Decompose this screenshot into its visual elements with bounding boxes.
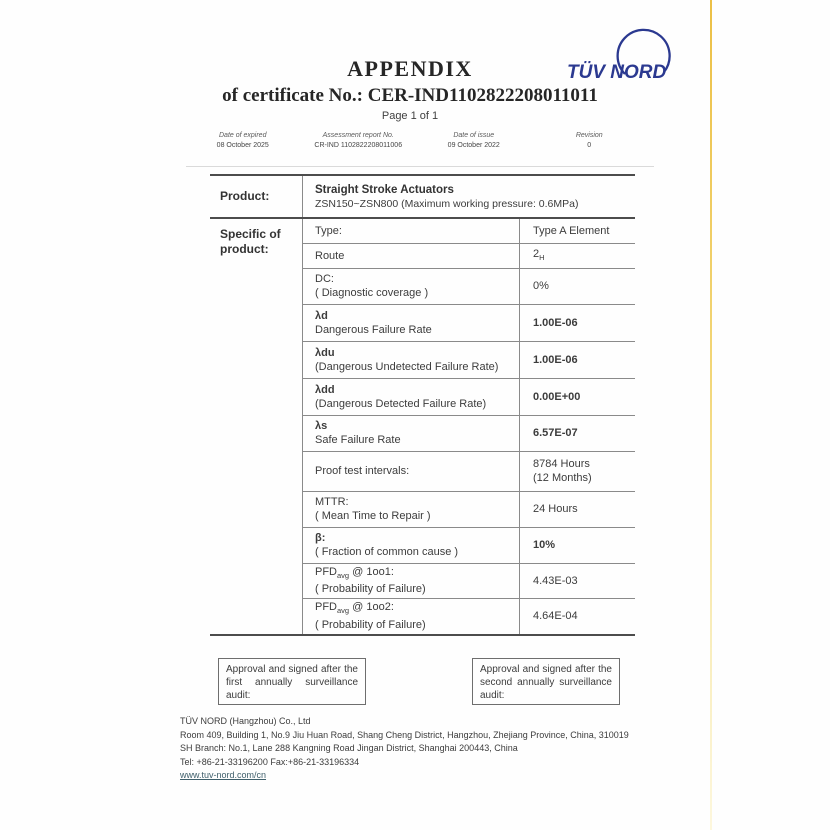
meta-label: Revision [575,132,603,139]
footer-address-line2: SH Branch: No.1, Lane 288 Kangning Road Jingan District, Shanghai 200443, China [180,743,518,753]
product-cell [303,176,635,217]
param-cell: λd Dangerous Failure Rate [315,309,432,336]
table-row-type [303,219,635,244]
value-cell: $2_H$ [519,244,635,268]
value-cell: 1.00E-06 [519,342,635,378]
page-number: Page 1 of 1 [381,110,439,122]
param-cell: Route [315,249,345,262]
footer-address-block [180,715,650,783]
table-row-pfd-1oo2 [303,599,635,634]
table-row-lambda-du [303,342,635,379]
tuv-nord-logo [563,26,683,94]
param-cell: Type: [315,224,342,237]
certificate-number: of certificate No.: CER-IND1102822208011011 [222,85,598,106]
product-table [210,174,635,636]
meta-label: Date of issue [453,132,495,139]
table-row-route [303,244,635,269]
footer-tel-fax: Tel: +86-21-33196200 Fax:+86-21-33196334 [180,756,360,767]
value-cell: 1.00E-06 [519,305,635,341]
table-row-proof-test [303,452,635,492]
param-cell: DC: ( Diagnostic coverage ) [315,273,429,299]
value-cell: 24 Hours [519,492,635,527]
value-cell: 0.00E+00 [519,379,635,415]
value-cell: 8784 Hours (12 Months) [519,452,635,491]
param-cell: β: ( Fraction of common cause ) [315,532,459,558]
param-cell: $PFD_{avg}$ @ 1oo2: ( Probability of Failure) [315,601,426,631]
table-row-lambda-d [303,305,635,342]
specific-rows [303,219,635,634]
footer-address-line1: Room 409, Building 1, No.9 Jiu Huan Road, Shang Cheng District, Hangzhou, Zhejiang Province, China, 310019 [180,729,629,740]
specific-section [210,219,635,634]
meta-value: 08 October 2025 [216,142,269,149]
meta-value: 09 October 2022 [447,142,500,149]
approval-box-second-audit: Approval and signed after the second annually surveillance audit: [472,658,620,705]
footer-website-link[interactable]: www.tuv-nord.com/cn [180,770,267,780]
tuv-nord-logo-icon [563,26,683,94]
table-row-lambda-s [303,416,635,452]
approval-box-first-audit: Approval and signed after the first annually surveillance audit: [218,658,366,705]
table-row-mttr [303,492,635,528]
meta-separator [186,166,654,167]
meta-expiry [185,131,301,150]
table-row-pfd-1oo1 [303,564,635,599]
value-cell: 6.57E-07 [519,416,635,451]
meta-issue-date [416,131,532,150]
param-cell: MTTR: ( Mean Time to Repair ) [315,496,431,522]
table-row-dc [303,269,635,305]
scan-edge-line [710,0,712,830]
value-cell: 0% [519,269,635,304]
meta-revision [532,131,648,150]
table-row-beta [303,528,635,564]
logo-text: TÜV NORD [567,62,667,83]
param-cell: Proof test intervals: [315,465,410,477]
value-cell: Type A Element [519,219,635,243]
product-name: Straight Stroke Actuators [315,183,454,196]
product-row [210,176,635,219]
specific-label: Specific of product: [210,219,303,634]
meta-label: Date of expired [219,132,267,139]
meta-label: Assessment report No. [322,132,394,139]
product-description: ZSN150~ZSN800 (Maximum working pressure: 0.6MPa) [315,197,579,210]
param-cell: $PFD_{avg}$ @ 1oo1: ( Probability of Failure) [315,565,426,596]
value-cell: 4.43E-03 [519,564,635,598]
meta-row [185,131,647,150]
value-cell: 4.64E-04 [519,599,635,634]
meta-report-no [301,131,417,150]
footer-company-name: TÜV NORD (Hangzhou) Co., Ltd [180,716,311,726]
value-cell: 10% [519,528,635,563]
param-cell: λdu (Dangerous Undetected Failure Rate) [315,346,499,373]
param-cell: λdd (Dangerous Detected Failure Rate) [315,383,487,410]
page-title: APPENDIX [347,56,473,81]
table-row-lambda-dd [303,379,635,416]
meta-value: CR-IND 1102822208011006 [314,142,403,149]
meta-value: 0 [587,142,592,149]
approvals [218,658,620,705]
product-label: Product: [210,176,303,217]
param-cell: λs Safe Failure Rate [315,420,401,446]
